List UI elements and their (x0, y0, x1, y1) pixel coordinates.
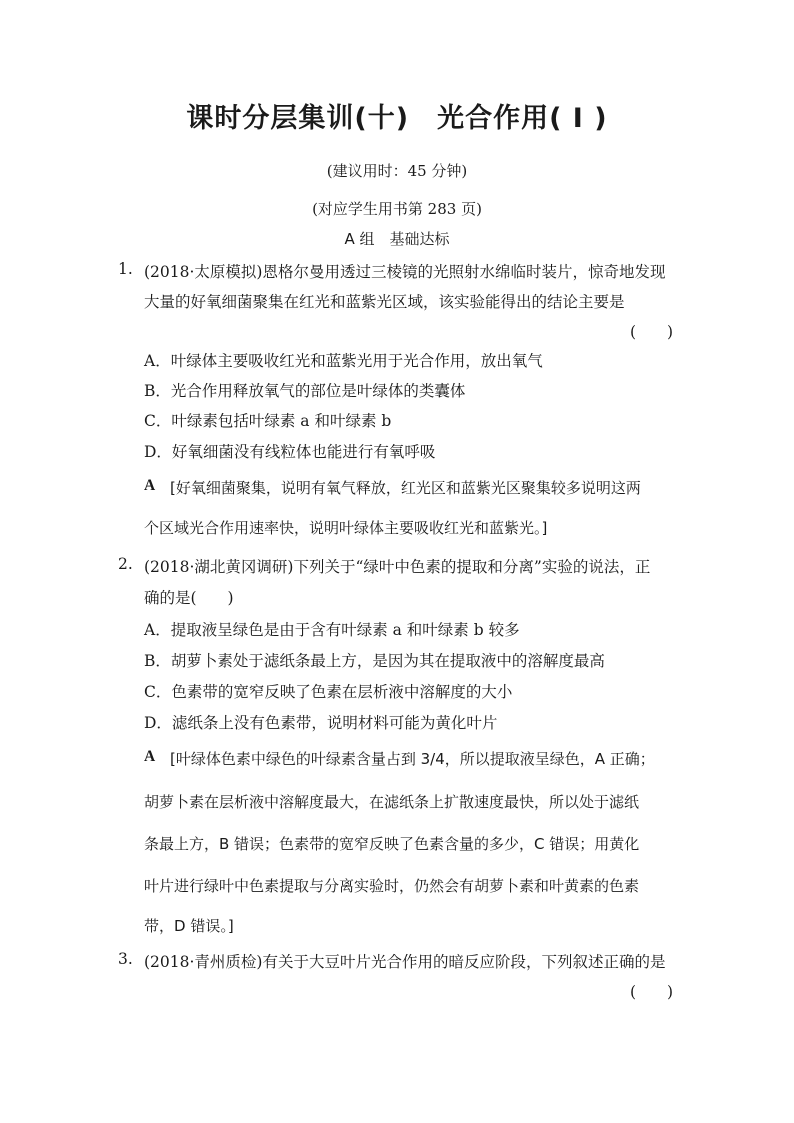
group-heading: A 组 基础达标 (344, 230, 450, 248)
answer-letter: A (144, 748, 156, 765)
option-a: A．提取液呈绿色是由于含有叶绿素 a 和叶绿素 b 较多 (144, 621, 520, 639)
option-c: C．叶绿素包括叶绿素 a 和叶绿素 b (144, 412, 392, 430)
answer-blank: ( ) (630, 983, 674, 1001)
book-page-ref: (对应学生用书第 283 页) (312, 200, 482, 218)
option-b: B．光合作用释放氧气的部位是叶绿体的类囊体 (144, 382, 466, 400)
option-c: C．色素带的宽窄反映了色素在层析液中溶解度的大小 (144, 683, 513, 701)
question-stem-line: 确的是( ) (144, 589, 234, 607)
question-stem-line: (2018·太原模拟)恩格尔曼用透过三棱镜的光照射水绵临时装片，惊奇地发现 (144, 263, 666, 281)
answer-blank: ( ) (630, 323, 674, 341)
question-number: 1. (118, 260, 133, 278)
explanation-line: 胡萝卜素在层析液中溶解度最大，在滤纸条上扩散速度最快，所以处于滤纸 (144, 793, 640, 811)
option-a: A．叶绿体主要吸收红光和蓝紫光用于光合作用，放出氧气 (144, 352, 543, 370)
explanation-line: 带，D 错误。] (144, 917, 234, 935)
option-b: B．胡萝卜素处于滤纸条最上方，是因为其在提取液中的溶解度最高 (144, 652, 605, 670)
explanation-line: 叶片进行绿叶中色素提取与分离实验时，仍然会有胡萝卜素和叶黄素的色素 (144, 877, 640, 895)
answer-letter: A (144, 477, 156, 494)
question-number: 2. (118, 555, 133, 573)
page-title: 课时分层集训(十) 光合作用( Ⅰ ) (186, 103, 608, 134)
option-d: D．好氧细菌没有线粒体也能进行有氧呼吸 (144, 443, 436, 461)
explanation-line: [叶绿体色素中绿色的叶绿素含量占到 3/4，所以提取液呈绿色，A 正确； (170, 750, 655, 768)
question-stem-line: (2018·青州质检)有关于大豆叶片光合作用的暗反应阶段，下列叙述正确的是 (144, 953, 666, 971)
explanation-line: [好氧细菌聚集，说明有氧气释放，红光区和蓝紫光区聚集较多说明这两 (170, 479, 641, 497)
explanation-line: 条最上方，B 错误；色素带的宽窄反映了色素含量的多少，C 错误；用黄化 (144, 835, 640, 853)
explanation-line: 个区域光合作用速率快，说明叶绿体主要吸收红光和蓝紫光。] (144, 519, 548, 537)
suggested-time: (建议用时：45 分钟) (326, 162, 468, 180)
question-number: 3. (118, 950, 133, 968)
question-stem-line: 大量的好氧细菌聚集在红光和蓝紫光区域，该实验能得出的结论主要是 (144, 293, 625, 311)
question-stem-line: (2018·湖北黄冈调研)下列关于“绿叶中色素的提取和分离”实验的说法，正 (144, 558, 651, 576)
option-d: D．滤纸条上没有色素带，说明材料可能为黄化叶片 (144, 714, 498, 732)
